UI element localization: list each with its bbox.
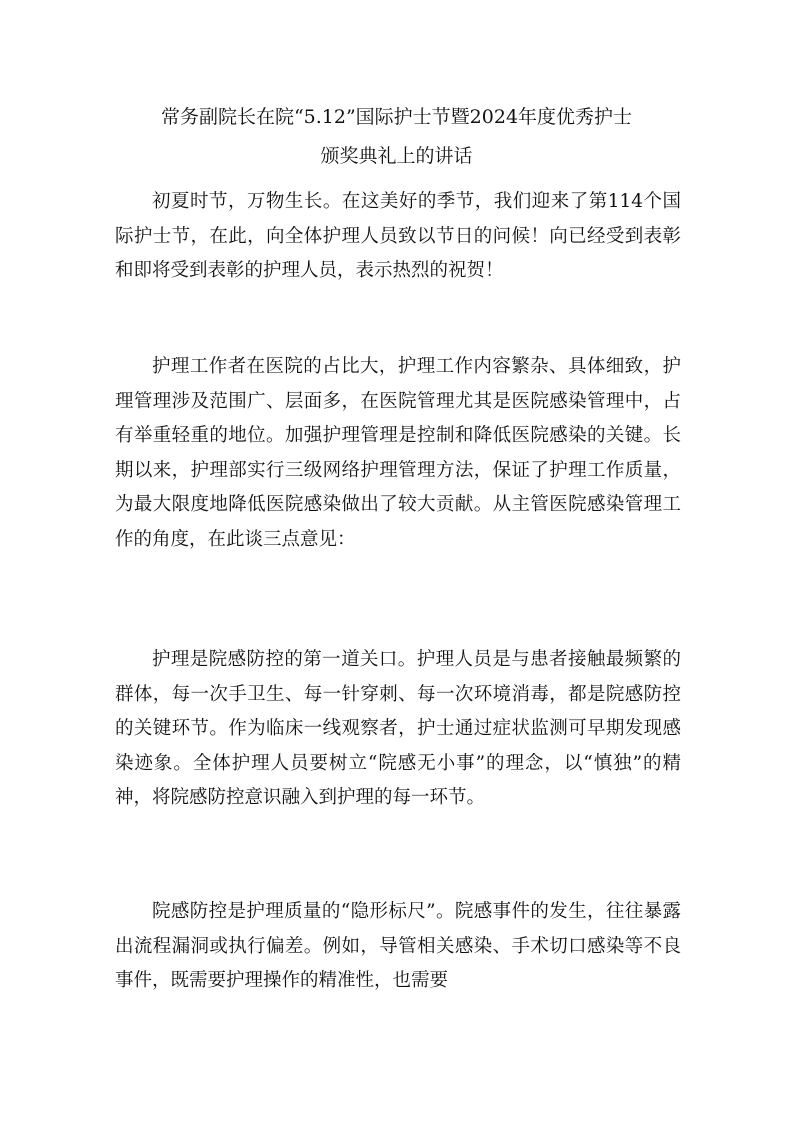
paragraph-first-checkpoint: 护理是院感防控的第一道关口。护理人员是与患者接触最频繁的群体，每一次手卫生、每一针穿刺、每一次环境消毒，都是院感防控的关键环节。作为临床一线观察者，护士通过症状监测可早期发现感染迹象。全体护理人员要树立“院感无小事”的理念，以“慎独”的精神，将院感防控意识融入到护理的每一环节。 — [115, 649, 681, 808]
paragraph-quality-ruler: 院感防控是护理质量的“隐形标尺”。院感事件的发生，往往暴露出流程漏洞或执行偏差。例如，导管相关感染、手术切口感染等不良事件，既需要护理操作的精准性，也需要 — [115, 901, 681, 991]
title-line-1: 常务副院长在院“5.12”国际护士节暨2024年度优秀护士 — [160, 106, 633, 128]
title-line-2: 颁奖典礼上的讲话 — [320, 145, 473, 167]
document-title — [110, 98, 683, 176]
paragraph-greeting: 初夏时节，万物生长。在这美好的季节，我们迎来了第114个国际护士节，在此，向全体护理人员致以节日的问候！向已经受到表彰和即将受到表彰的护理人员，表示热烈的祝贺！ — [115, 191, 681, 281]
paragraph-nursing-management: 护理工作者在医院的占比大，护理工作内容繁杂、具体细致，护理管理涉及范围广、层面多，在医院管理尤其是医院感染管理中，占有举重轻重的地位。加强护理管理是控制和降低医院感染的关键。长期以来，护理部实行三级网络护理管理方法，保证了护理工作质量，为最大限度地降低医院感染做出了较大贡献。从主管医院感染管理工作的角度，在此谈三点意见： — [115, 356, 681, 550]
